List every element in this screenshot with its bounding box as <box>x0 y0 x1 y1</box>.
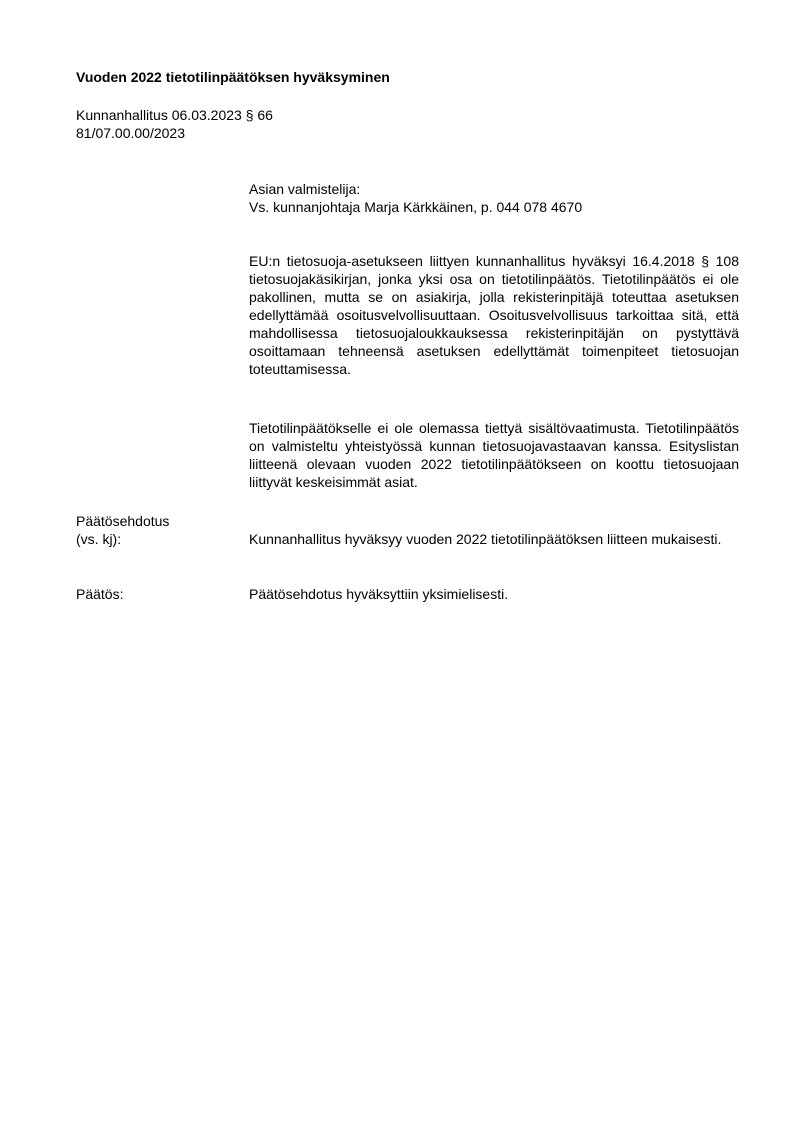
body-paragraph: Tietotilinpäätökselle ei ole olemassa tiettyä sisältövaatimusta. Tietotilinpäätös on valmisteltu yhteistyössä kunnan tietosuojavastaavan kanssa. Esityslistan liitteenä olevaan vuoden 2022 tietotilinpäätökseen on koottu tietosuojaan liittyvät keskeisimmät asiat. <box>249 420 739 490</box>
preparer-name: Vs. kunnanjohtaja Marja Kärkkäinen, p. 044 078 4670 <box>249 199 583 215</box>
preparer-label: Asian valmistelija: <box>249 181 361 197</box>
record-number: 81/07.00.00/2023 <box>76 125 185 141</box>
meeting-line: Kunnanhallitus 06.03.2023 § 66 <box>76 107 273 123</box>
proposal-sublabel: (vs. kj): <box>76 531 122 547</box>
document-title: Vuoden 2022 tietotilinpäätöksen hyväksyminen <box>76 69 390 85</box>
proposal-text: Kunnanhallitus hyväksyy vuoden 2022 tietotilinpäätöksen liitteen mukaisesti. <box>249 531 722 547</box>
decision-label: Päätös: <box>76 586 124 602</box>
body-paragraph: EU:n tietosuoja-asetukseen liittyen kunnanhallitus hyväksyi 16.4.2018 § 108 tietosuojakäsikirjan, jonka yksi osa on tietotilinpäätös. Tietotilinpäätös ei ole pakollinen, mutta se on asiakirja, jolla rekisterinpitäjä toteuttaa asetuksen edellyttämää osoitusvelvollisuuttaan. Osoitusvelvollisuus tarkoittaa sitä, että mahdollisessa tietosuojaloukkauksessa rekisterinpitäjän on pystyttävä osoittamaan tehneensä asetuksen edellyttämät toimenpiteet tietosuojan toteuttamisessa. <box>249 253 739 377</box>
proposal-label: Päätösehdotus <box>76 513 170 529</box>
decision-text: Päätösehdotus hyväksyttiin yksimielisesti. <box>249 586 509 602</box>
